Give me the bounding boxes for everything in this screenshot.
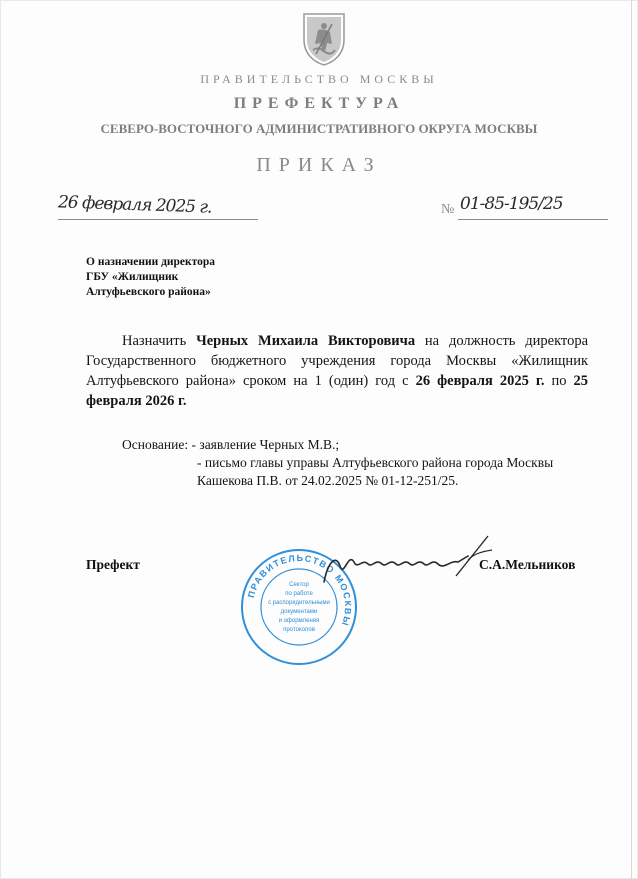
basis-line-1 <box>122 436 339 454</box>
start-date: 26 февраля 2025 г. <box>415 373 545 389</box>
handwritten-number: 01-85-195/25 <box>460 194 563 214</box>
signer-name: С.А.Мельников <box>479 557 576 572</box>
basis-item-2: - письмо главы управы Алтуфьевского района города Москвы <box>197 455 554 470</box>
body-part-3: по <box>551 373 567 389</box>
number-label: № <box>441 202 455 217</box>
order-subject <box>86 255 215 300</box>
date-underline <box>58 219 258 220</box>
stamp-line-4: документами <box>280 609 318 615</box>
stamp-line-5: и оформления <box>278 618 320 624</box>
handwritten-signature-icon <box>318 532 496 590</box>
stamp-line-3: с распорядительными <box>268 600 330 606</box>
stamp-line-1: Сектор <box>289 582 309 588</box>
subject-line-3: Алтуфьевского района» <box>86 286 211 298</box>
number-underline <box>458 219 608 220</box>
basis-label: Основание: <box>122 437 189 452</box>
stamp-line-6: протоколов <box>283 627 315 633</box>
body-part-2: на должность директора Государственного бюджетного учреждения города Москвы «Жилищник Алтуфьевского района» сроком на 1 (один) год с <box>86 333 588 389</box>
basis-item-3: Кашекова П.В. от 24.02.2025 № 01-12-251/25. <box>197 473 459 488</box>
moscow-coat-of-arms-icon <box>301 10 347 66</box>
order-body <box>86 331 588 411</box>
government-title: ПРАВИТЕЛЬСТВО МОСКВЫ <box>200 72 438 86</box>
signer-position: Префект <box>86 557 140 572</box>
body-part-1: Назначить <box>122 333 187 349</box>
appointee-name: Черных Михаила Викторовича <box>196 333 416 349</box>
end-date: 25 февраля 2026 г. <box>86 373 589 409</box>
basis-item-1: - заявление Черных М.В.; <box>191 437 340 452</box>
document-type-title: ПРИКАЗ <box>256 154 382 176</box>
subject-line-2: ГБУ «Жилищник <box>86 271 179 283</box>
stamp-outer-text: ПРАВИТЕЛЬСТВО МОСКВЫ <box>245 552 354 628</box>
subject-line-1: О назначении директора <box>86 256 216 268</box>
stamp-line-2: по работе <box>285 591 313 597</box>
prefecture-title: ПРЕФЕКТУРА <box>233 95 405 112</box>
handwritten-date: 26 февраля 2025 г. <box>57 192 212 218</box>
district-title: СЕВЕРО-ВОСТОЧНОГО АДМИНИСТРАТИВНОГО ОКРУГА МОСКВЫ <box>100 121 538 136</box>
